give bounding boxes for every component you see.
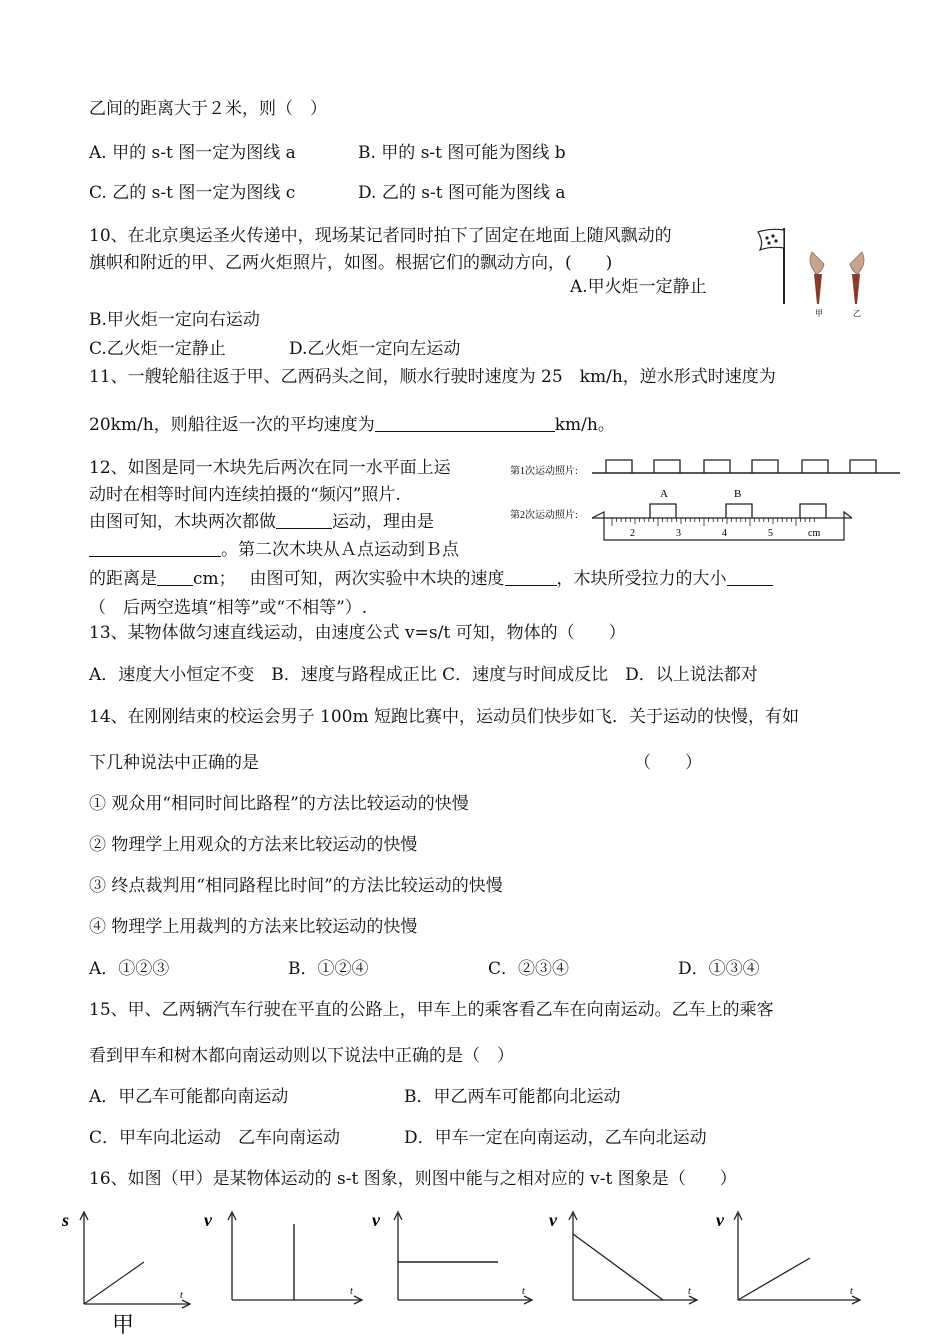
axis-label-v: v [549, 1210, 557, 1230]
ruler-label-cm: cm [808, 528, 821, 539]
q14-option-b: B．①②④ [288, 959, 369, 979]
q15-option-a: A．甲乙车可能都向南运动 [89, 1087, 289, 1107]
axis-label-v: v [204, 1210, 212, 1230]
ruler-label-5: 5 [768, 528, 773, 539]
axis-label-t: t [688, 1286, 691, 1297]
q10-stem-line1: 10、在北京奥运圣火传递中，现场某记者同时拍下了固定在地面上随风飘动的 [89, 226, 672, 246]
block-position [802, 460, 828, 473]
q11-stem-line1: 11、一艘轮船往返于甲、乙两码头之间，顺水行驶时速度为 25 km/h，逆水形式时速度为 [89, 367, 776, 387]
torch-label-yi: 乙 [853, 309, 861, 318]
q11-stem-prefix: 20km/h，则船往返一次的平均速度为 [89, 415, 375, 435]
q16-stem: 16、如图（甲）是某物体运动的 s-t 图象，则图中能与之相对应的 v-t 图象是（ ） [89, 1169, 737, 1189]
block-position [654, 460, 680, 473]
q14-option-c: C．②③④ [488, 959, 570, 979]
q9-option-a: A. 甲的 s-t 图一定为图线 a [89, 143, 296, 163]
q10-option-d: D.乙火炬一定向左运动 [289, 339, 461, 359]
q12-line3-suffix: 运动，理由是 [332, 512, 434, 532]
q15-option-b: B．甲乙两车可能都向北运动 [404, 1087, 621, 1107]
vt-increasing-line [738, 1258, 810, 1300]
q14-option-a: A．①②③ [89, 959, 170, 979]
axis-label-t: t [350, 1286, 353, 1297]
block-position [650, 504, 676, 518]
q9-option-b: B. 甲的 s-t 图可能为图线 b [358, 143, 566, 163]
q12-line5-b: cm； 由图可知，两次实验中木块的速度 [193, 569, 505, 589]
block-position [850, 460, 876, 473]
axis-label-v: v [716, 1210, 724, 1230]
axis-label-s: s [62, 1210, 70, 1230]
q14-stem-line1: 14、在刚刚结束的校运会男子 100m 短跑比赛中，运动员们快步如飞．关于运动的快慢，有如 [89, 707, 800, 727]
q11-stem-unit: km/h。 [554, 415, 615, 435]
ruler-label-4: 4 [722, 528, 727, 539]
q12-stem-line1: 12、如图是同一木块先后两次在同一水平面上运 [89, 458, 451, 478]
q13-stem: 13、某物体做匀速直线运动，由速度公式 v=s/t 可知，物体的（ ） [89, 623, 626, 643]
q13-options: A．速度大小恒定不变 B．速度与路程成正比 C．速度与时间成反比 D．以上说法都对 [89, 665, 758, 685]
block-position [606, 460, 632, 473]
q10-option-c: C.乙火炬一定静止 [89, 339, 226, 359]
q12-line5-a: 的距离是 [89, 569, 157, 589]
strobe-row-first [606, 460, 876, 473]
st-graph-jia [60, 1204, 200, 1338]
st-line [84, 1262, 144, 1304]
q12-stem-line3 [89, 511, 434, 533]
q11-stem-line2 [89, 414, 615, 436]
strobe-point-b: B [734, 488, 742, 500]
q12-blank-speed[interactable] [505, 569, 557, 586]
torch-yi-icon [850, 252, 864, 304]
block-position [752, 460, 778, 473]
flag-torch-figure [752, 224, 882, 320]
q12-stem-line4 [89, 539, 459, 561]
ruler-label-3: 3 [676, 528, 681, 539]
q12-stem-line2: 动时在相等时间内连续拍摄的“频闪”照片. [89, 485, 401, 505]
q10-option-b: B.甲火炬一定向右运动 [89, 310, 260, 330]
q12-blank-reason[interactable] [89, 540, 221, 557]
strobe-label-first: 第1次运动照片: [510, 466, 578, 477]
q15-stem-line1: 15、甲、乙两辆汽车行驶在平直的公路上，甲车上的乘客看乙车在向南运动。乙车上的乘客 [89, 1000, 774, 1020]
q12-line3-prefix: 由图可知，木块两次都做 [89, 512, 276, 532]
q12-stem-line5 [89, 568, 773, 590]
strobe-photo-figure [508, 452, 904, 544]
q12-stem-line6: （ 后两空选填“相等”或“不相等”）. [89, 598, 368, 618]
q14-answer-paren: （ ） [634, 753, 702, 773]
block-position [800, 504, 826, 518]
q14-statement-1: ① 观众用“相同时间比路程”的方法比较运动的快慢 [89, 794, 469, 814]
block-position [726, 504, 752, 518]
vt-graph-option-b [370, 1204, 540, 1310]
q9-option-d: D. 乙的 s-t 图可能为图线 a [358, 183, 566, 203]
q11-answer-blank[interactable] [375, 415, 555, 432]
q14-statement-4: ④ 物理学上用裁判的方法来比较运动的快慢 [89, 917, 418, 937]
axis-label-t: t [850, 1286, 853, 1297]
q9-option-c: C. 乙的 s-t 图一定为图线 c [89, 183, 296, 203]
q12-blank-force[interactable] [727, 569, 773, 586]
vt-graph-option-d [712, 1204, 867, 1310]
block-position [704, 460, 730, 473]
q12-blank-motion-type[interactable] [276, 512, 332, 529]
q14-statement-3: ③ 终点裁判用“相同路程比时间”的方法比较运动的快慢 [89, 876, 503, 896]
q10-stem-line2: 旗帜和附近的甲、乙两火炬照片，如图。根据它们的飘动方向，( ) [89, 253, 613, 273]
q14-option-d: D．①③④ [678, 959, 760, 979]
ruler-ticks [612, 518, 814, 526]
axis-label-v: v [372, 1210, 380, 1230]
strobe-point-a: A [660, 488, 668, 500]
q12-line5-c: ，木块所受拉力的大小 [556, 569, 727, 589]
graph-caption-jia: 甲 [112, 1312, 135, 1337]
vt-graph-option-c [545, 1204, 705, 1310]
flag-icon [758, 228, 784, 304]
torch-jia-icon [810, 252, 824, 304]
ruler-label-2: 2 [630, 528, 635, 539]
q15-option-d: D．甲车一定在向南运动，乙车向北运动 [404, 1128, 707, 1148]
q12-blank-distance[interactable] [157, 569, 193, 586]
q15-option-c: C．甲车向北运动 乙车向南运动 [89, 1128, 341, 1148]
axis-label-t: t [180, 1290, 183, 1301]
q15-stem-line2: 看到甲车和树木都向南运动则以下说法中正确的是（ ） [89, 1046, 514, 1066]
strobe-label-second: 第2次运动照片: [510, 510, 578, 521]
strobe-row-second [650, 504, 826, 518]
torch-label-jia: 甲 [815, 309, 823, 318]
vt-graph-option-a [200, 1204, 370, 1310]
q14-stem-line2: 下几种说法中正确的是 [89, 753, 259, 773]
q9-stem-continuation: 乙间的距离大于２米，则（ ） [89, 99, 327, 119]
q10-option-a: A.甲火炬一定静止 [570, 277, 707, 297]
axis-label-t: t [522, 1286, 525, 1297]
vt-decreasing-line [573, 1234, 663, 1300]
q12-line4-text: 。第二次木块从Ａ点运动到Ｂ点 [221, 540, 459, 560]
q14-statement-2: ② 物理学上用观众的方法来比较运动的快慢 [89, 835, 418, 855]
